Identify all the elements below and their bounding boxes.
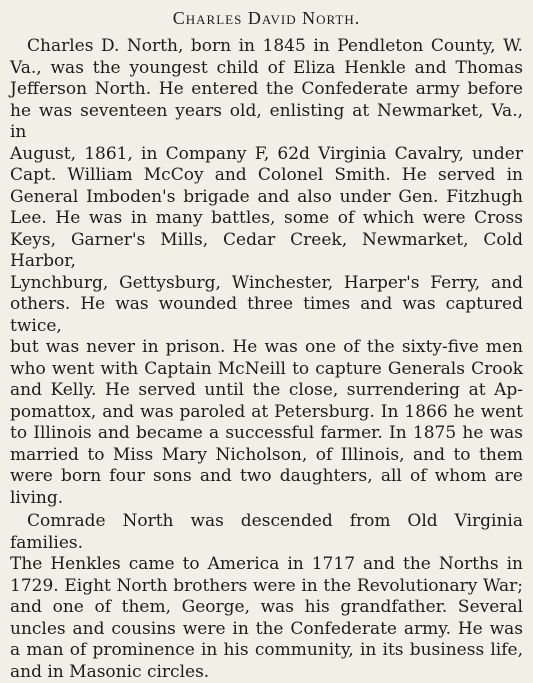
text-line: and in Masonic circles. [10, 662, 523, 683]
text-line: Va., was the youngest child of Eliza Henkle and Thomas [10, 58, 523, 80]
text-line: pomattox, and was paroled at Petersburg. In 1866 he went [10, 402, 523, 424]
text-line: who went with Captain McNeill to capture Generals Crook [10, 359, 523, 381]
text-line: Lynchburg, Gettysburg, Winchester, Harper's Ferry, and [10, 273, 523, 295]
text-line: General Imboden's brigade and also under Gen. Fitzhugh [10, 187, 523, 209]
text-line: but was never in prison. He was one of the sixty-five men [10, 337, 523, 359]
text-line: Lee. He was in many battles, some of which were Cross [10, 208, 523, 230]
text-line: Capt. William McCoy and Colonel Smith. He served in [10, 165, 523, 187]
text-line: Keys, Garner's Mills, Cedar Creek, Newmarket, Cold Harbor, [10, 230, 523, 273]
text-line: living. [10, 488, 523, 510]
text-line: Jefferson North. He entered the Confederate army before [10, 79, 523, 101]
text-line: August, 1861, in Company F, 62d Virginia Cavalry, under [10, 144, 523, 166]
text-line: married to Miss Mary Nicholson, of Illinois, and to them [10, 445, 523, 467]
paragraph-2 [10, 511, 523, 683]
text-line: others. He was wounded three times and was captured twice, [10, 294, 523, 337]
text-line: Comrade North was descended from Old Virginia families. [10, 511, 523, 554]
text-line: were born four sons and two daughters, all of whom are [10, 466, 523, 488]
text-line: 1729. Eight North brothers were in the Revolutionary War; [10, 576, 523, 598]
text-line: to Illinois and became a successful farmer. In 1875 he was [10, 423, 523, 445]
text-line: a man of prominence in his community, in its business life, [10, 640, 523, 662]
text-line: The Henkles came to America in 1717 and the Norths in [10, 554, 523, 576]
text-line: he was seventeen years old, enlisting at Newmarket, Va., in [10, 101, 523, 144]
page-title: Charles David North. [10, 7, 523, 29]
paragraph-1 [10, 36, 523, 509]
text-line: and Kelly. He served until the close, surrendering at Ap- [10, 380, 523, 402]
text-line: uncles and cousins were in the Confederate army. He was [10, 619, 523, 641]
text-line: and one of them, George, was his grandfather. Several [10, 597, 523, 619]
text-line: Charles D. North, born in 1845 in Pendleton County, W. [10, 36, 523, 58]
